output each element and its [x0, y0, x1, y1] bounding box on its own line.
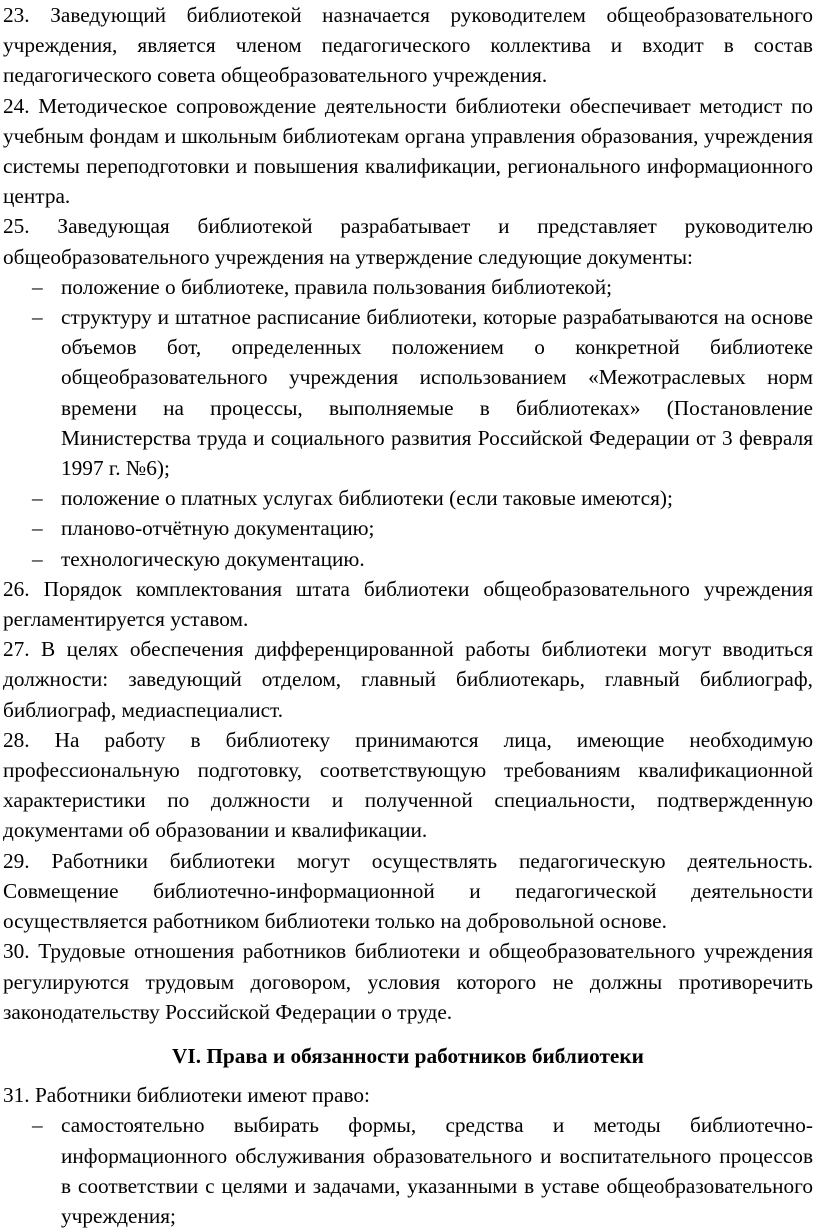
- dash-bullet-icon: –: [32, 305, 43, 330]
- paragraph-24: 24. Методическое сопровождение деятельности библиотеки обеспечивает методист по учебным фондам и школьным библиотекам органа управления образования, учреждения системы переподготовки и повышения квалификации, регионального информационного центра.: [3, 93, 813, 209]
- list-item: [3, 513, 813, 543]
- list-item: [3, 483, 813, 513]
- list-item-text: структуру и штатное расписание библиотеки, которые разрабатываются на основе объемов бот, определенных положением о конкретной библиотеке общеобразовательного учреждения использованием «Межотраслевых норм времени на процессы, выполняемые в библиотеках» (Постановление Министерства труда и социального развития Российской Федерации от 3 февраля 1997 г. №6);: [61, 305, 813, 481]
- list-item-text: положение о платных услугах библиотеки (если таковые имеются);: [61, 486, 673, 511]
- dash-bullet-icon: –: [32, 274, 43, 299]
- paragraph-30: 30. Трудовые отношения работников библиотеки и общеобразовательного учреждения регулируются трудовым договором, условия которого не должны противоречить законодательству Российской Федерации о труде.: [3, 939, 813, 1024]
- rights-list: [3, 1110, 813, 1231]
- list-item-text: положение о библиотеке, правила пользования библиотекой;: [61, 274, 613, 299]
- paragraph-23: 23. Заведующий библиотекой назначается руководителем общеобразовательного учреждения, является членом педагогического коллектива и входит в состав педагогического совета общеобразовательного учреждения.: [3, 3, 813, 88]
- list-item: [3, 302, 813, 483]
- dash-bullet-icon: –: [32, 1113, 43, 1138]
- dash-bullet-icon: –: [32, 546, 43, 571]
- list-item: [3, 544, 813, 574]
- paragraph-29: 29. Работники библиотеки могут осуществлять педагогическую деятельность. Совмещение библиотечно-информационной и педагогической деятельности осуществляется работником библиотеки только на добровольной основе.: [3, 848, 813, 934]
- paragraph-25: 25. Заведующая библиотекой разрабатывает и представляет руководителю общеобразовательного учреждения на утверждение следующие документы:: [3, 214, 813, 269]
- dash-bullet-icon: –: [32, 486, 43, 511]
- paragraph-26: 26. Порядок комплектования штата библиотеки общеобразовательного учреждения регламентируется уставом.: [3, 576, 813, 632]
- paragraph-27: 27. В целях обеспечения дифференцированной работы библиотеки могут вводиться должности: заведующий отделом, главный библиотекарь, главный библиограф, библиограф, медиаспециалист.: [3, 637, 813, 722]
- list-item-text: технологическую документацию.: [61, 546, 365, 571]
- paragraph-31: 31. Работники библиотеки имеют право:: [3, 1083, 370, 1108]
- documents-list: [3, 272, 813, 574]
- dash-bullet-icon: –: [32, 516, 43, 541]
- section-heading: VI. Права и обязанности работников библиотеки: [172, 1043, 644, 1068]
- list-item-text: самостоятельно выбирать формы, средства и методы библиотечно-информационного обслуживания образовательного и воспитательного процессов в соответствии с целями и задачами, указанными в уставе общеобразовательного учреждения;: [61, 1113, 813, 1228]
- list-item: [3, 1110, 813, 1231]
- list-item: [3, 272, 813, 302]
- list-item-text: планово-отчётную документацию;: [61, 516, 375, 541]
- paragraph-28: 28. На работу в библиотеку принимаются лица, имеющие необходимую профессиональную подготовку, соответствующую требованиям квалификационной характеристики по должности и полученной специальности, подтвержденную документами об образовании и квалификации.: [3, 727, 813, 843]
